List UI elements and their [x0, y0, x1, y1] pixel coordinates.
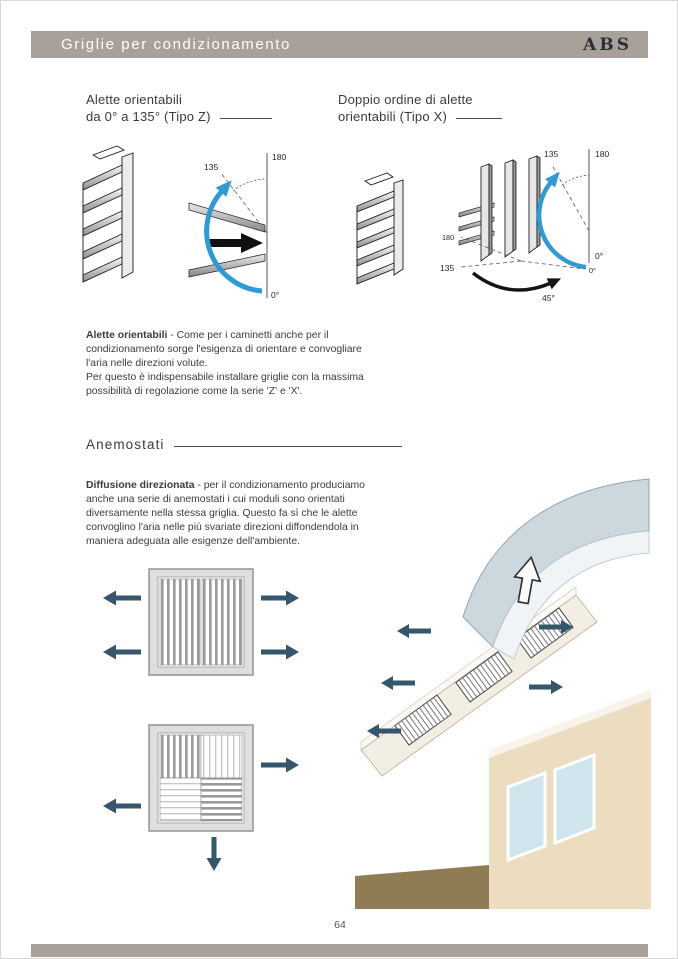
slats-top-right — [201, 735, 242, 778]
air-arrow-left-1 — [397, 624, 431, 638]
heading-rule — [220, 118, 272, 119]
heading-rule — [174, 446, 402, 447]
anemostati-heading — [86, 437, 402, 452]
air-arrow-right — [261, 758, 299, 773]
air-arrow-right-top — [261, 591, 299, 606]
window-1 — [508, 773, 545, 860]
air-arrow-down — [207, 837, 222, 871]
air-arrow-right-2 — [529, 680, 563, 694]
rotation-arrow-head-x-bottom — [547, 273, 564, 289]
diffusione-paragraph-body: - per il condizionamento produciamo anche una serie di anemostati i cui moduli sono orientati diversamente nella stessa griglia. Questo fa sì che le alette convoglino l'aria nelle più svariate direzioni diffondendola in maniera adeguata alle esigenze dell'ambiente. — [86, 480, 365, 547]
alette-paragraph-body: - Come per i caminetti anche per il condizionamento sorge l'esigenza di orientare e convogliare l'aria nelle direzioni volute. — [86, 330, 362, 369]
angle-label-135: 135 — [204, 162, 219, 172]
tipo-z-heading-line2: da 0° a 135° (Tipo Z) — [86, 109, 211, 124]
angle-label-0-small: 0° — [589, 266, 596, 275]
header-bar — [31, 31, 648, 58]
air-arrow-left-top — [103, 591, 141, 606]
alette-paragraph-lead: Alette orientabili — [86, 330, 168, 342]
window-2 — [555, 755, 594, 843]
louver-grille-x — [357, 173, 403, 284]
louver-grille-z — [83, 146, 133, 282]
slats-left-half — [160, 579, 200, 665]
slats-top-left — [160, 735, 201, 778]
air-arrow-right-bottom — [261, 645, 299, 660]
heading-rule — [456, 118, 502, 119]
anemostat-grille-1 — [101, 567, 301, 679]
tipo-z-diagram — [71, 143, 286, 313]
angle-scale-x-bottom — [461, 237, 585, 269]
tipo-z-heading — [86, 91, 272, 125]
angle-label-0: 0° — [271, 290, 280, 300]
tipo-z-heading-line1: Alette orientabili — [86, 92, 183, 107]
page-title: Griglie per condizionamento — [61, 36, 291, 53]
diffusione-paragraph — [86, 479, 392, 548]
tipo-x-heading — [338, 91, 502, 125]
airflow-arrow-z — [207, 233, 263, 253]
tipo-x-diagram — [339, 141, 644, 319]
rotation-arc-x-bottom — [473, 273, 551, 290]
air-arrow-left — [103, 799, 141, 814]
air-arrow-left-bottom — [103, 645, 141, 660]
base-wall — [355, 865, 489, 909]
diffusione-paragraph-lead: Diffusione direzionata — [86, 480, 195, 492]
slats-bottom-left — [160, 778, 201, 821]
angle-label-135-mid: 135 — [440, 263, 455, 273]
rotation-arc-x-top — [539, 181, 586, 267]
slats-right-half — [202, 579, 242, 665]
footer-bar — [31, 944, 648, 957]
angle-label-0-right: 0° — [595, 251, 604, 261]
angle-label-45: 45° — [542, 293, 555, 303]
ceiling-diffuser-illustration — [351, 469, 651, 909]
angle-label-180-mid: 180 — [442, 233, 455, 242]
anemostat-grille-2 — [101, 723, 301, 875]
abs-logo: ABS — [583, 34, 632, 55]
vertical-fins-x — [481, 156, 540, 261]
tipo-x-heading-line2: orientabili (Tipo X) — [338, 109, 448, 124]
slats-bottom-right — [201, 778, 242, 821]
air-arrow-left-2 — [381, 676, 415, 690]
angle-label-135-top: 135 — [544, 149, 559, 159]
angle-label-180: 180 — [272, 152, 286, 162]
angle-label-180-top: 180 — [595, 149, 610, 159]
angle-scale-x-top — [553, 149, 589, 263]
anemostati-heading-label: Anemostati — [86, 437, 165, 452]
tipo-x-heading-line1: Doppio ordine di alette — [338, 92, 473, 107]
page-number: 64 — [334, 919, 346, 931]
alette-paragraph-body2: Per questo è indispensabile installare griglie con la massima possibilità di regolazione come la serie 'Z' e 'X'. — [86, 371, 364, 397]
alette-paragraph — [86, 329, 386, 398]
